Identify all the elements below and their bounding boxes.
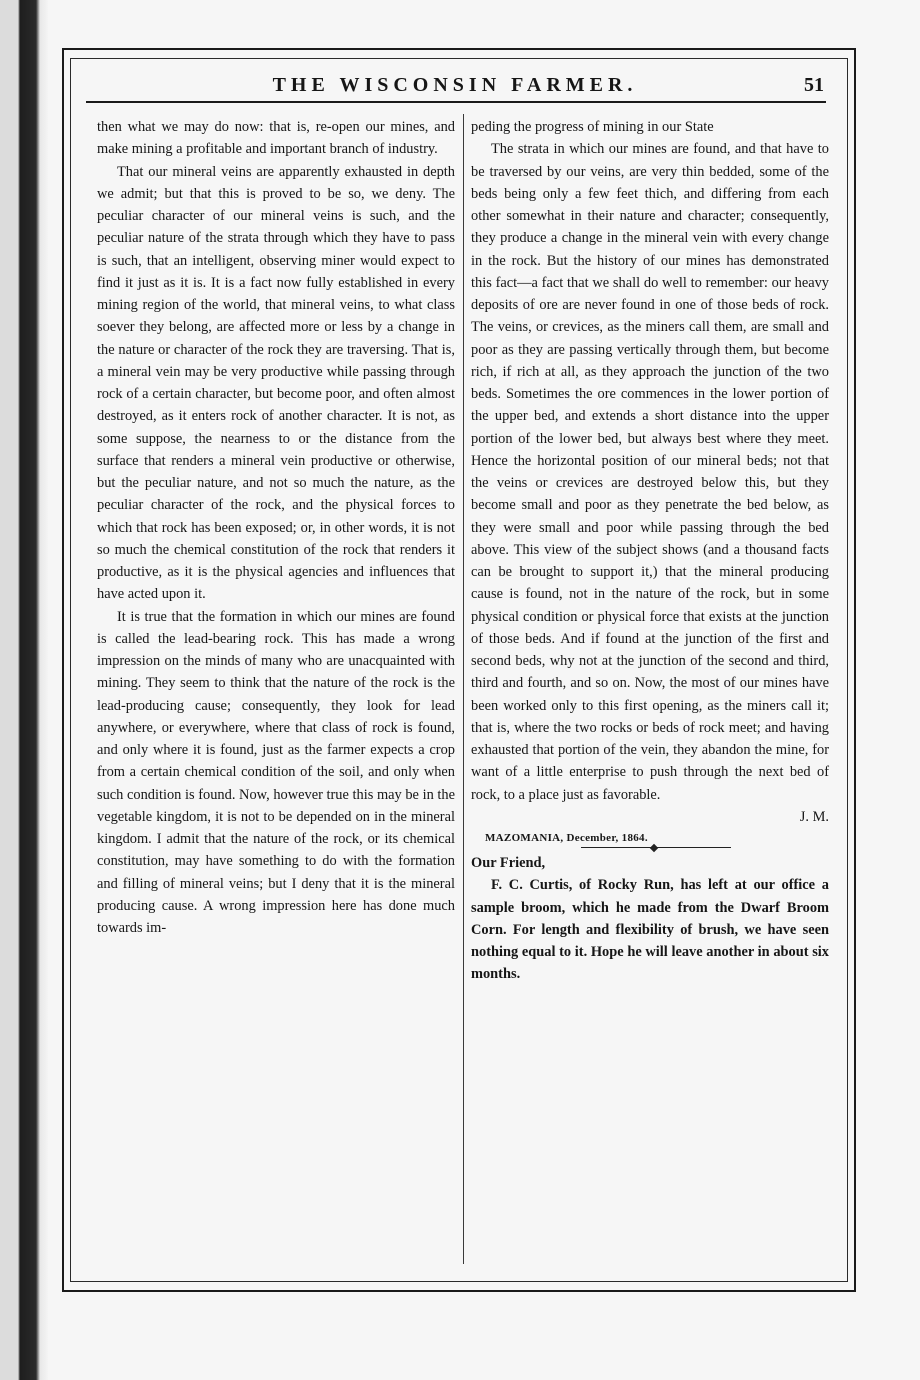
paragraph: It is true that the formation in which our mines are found is called the lead-bearing rock. This has made a wrong impression on the minds of many who are unacquainted with mining. They seem to think that the nature of the rock is the lead-producing cause; consequently, they look for lead anywhere, or everywhere, where that class of rock is found, and only where it is found, just as the farmer expects a crop from a certain chemical condition of the soil, and only when such condition is found. Now, however true this may be in the vegetable kingdom, it is not to be depended on in the mineral kingdom. I admit that the nature of the rock, or its chemical constitution, may have something to do with the formation and filling of mineral veins; but I deny that it is the mineral producing cause. A wrong impression here has done much towards im- — [97, 608, 455, 936]
page-number: 51 — [804, 74, 824, 96]
paragraph: The strata in which our mines are found, and that have to be traversed by our veins, are very thin bedded, some of the beds being only a few feet thich, and differing from each other somewhat in their nature and character; consequently, they produce a change in the mineral vein with every change in the rock. But the history of our mines has demonstrated this fact—a fact that we shall do well to remember: our heavy deposits of ore are never found in one of those beds of rock. The veins, or crevices, as the miners call them, are small and poor as they are passing vertically through them, but become rich, if rich at all, as they approach the junction of the two beds. Sometimes the ore commences in the lower portion of the upper bed, and extends a short distance into the upper portion of the lower bed, but always best where they meet. Hence the horizontal position of our mineral beds; not that the veins or crevices are destroyed below this, but they become small and poor as they penetrate the bed below, as they were small and poor while passing through the bed above. This view of the subject shows (and a thousand facts can be brought to support it,) that the mineral producing cause is found, not in the nature of the rock, but in some physical condition or physical force that exists at the junction of those beds. And if found at the junction of the first and second beds, why not at the junction of the second and third, third and fourth, and so on. Now, the most of our mines have been worked only to this first opening, as the miners call it; that is, where the two rocks or beds of rock meet; and having exhausted that portion of the vein, they abandon the mine, for want of a little enterprise to push through the next bed of rock, to a place just as favorable. — [471, 141, 829, 803]
paragraph: F. C. Curtis, of Rocky Run, has left at our office a sample broom, which he made from the Dwarf Broom Corn. For length and flexibility of brush, we have seen nothing equal to it. Hope he will leave another in about six months. — [471, 877, 829, 983]
column-divider — [463, 114, 464, 1264]
section-heading: Our Friend, — [471, 855, 546, 871]
left-column — [97, 116, 455, 939]
paragraph: then what we may do now: that is, re-open our mines, and make mining a profitable and important branch of industry. — [97, 119, 455, 158]
paragraph: That our mineral veins are apparently exhausted in depth we admit; but that this is proved to be so, we deny. The peculiar character of our mineral veins is such, and the peculiar nature of the strata through which they have to pass is such, that an intelligent, observing miner would expect to find it just as it is. It is a fact now fully established in every mining region of the world, that mineral veins, to what class soever they belong, are affected more or less by a change in the nature or character of the rock they are traversing. That is, a mineral vein may be very productive while passing through rock of a certain character, but become poor, and often almost destroyed, as it enters rock of another character. It is not, as some suppose, the nearness to or the distance from the surface that renders a mineral vein productive or otherwise, but the peculiar nature, and not so much the nature, as the peculiar character of the rock, and the physical forces to which that rock has been exposed; or, in other words, it is not so much the chemical constitution of the rock that renders it productive, as it is the physical agencies and influences that have acted upon it. — [97, 163, 455, 603]
running-header — [84, 70, 826, 100]
right-column — [471, 116, 829, 986]
book-binding-edge — [0, 0, 48, 1380]
journal-title: THE WISCONSIN FARMER. — [272, 74, 638, 96]
header-rule — [86, 101, 826, 103]
dateline: MAZOMANIA, December, 1864. — [485, 832, 648, 844]
separator-rule — [581, 847, 731, 848]
author-signature: J. M. — [799, 808, 829, 825]
paragraph: peding the progress of mining in our State — [471, 119, 714, 135]
